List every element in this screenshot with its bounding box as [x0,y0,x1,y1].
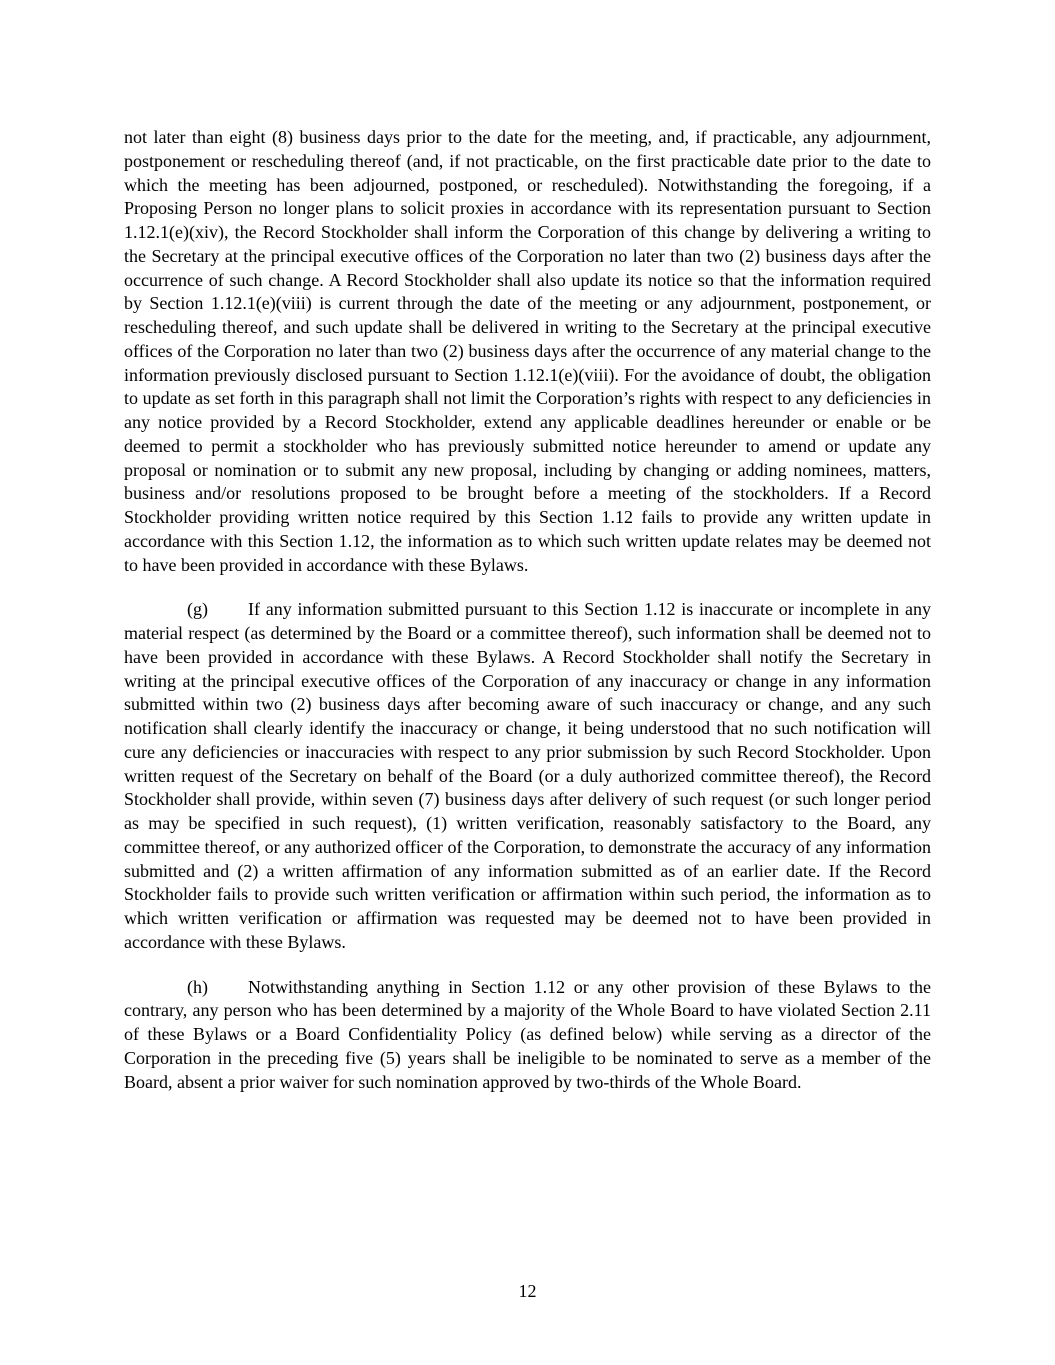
document-page [124,126,931,1094]
paragraph-text: not later than eight (8) business days prior to the date for the meeting, and, if practicable, any adjournment, postponement or rescheduling thereof (and, if not practicable, on the first practicable date prior to the date to which the meeting has been adjourned, postponed, or rescheduled). Notwithstanding the foregoing, if a Proposing Person no longer plans to solicit proxies in accordance with its representation pursuant to Section 1.12.1(e)(xiv), the Record Stockholder shall inform the Corporation of this change by delivering a writing to the Secretary at the principal executive offices of the Corporation no later than two (2) business days after the occurrence of such change. A Record Stockholder shall also update its notice so that the information required by Section 1.12.1(e)(viii) is current through the date of the meeting or any adjournment, postponement, or rescheduling thereof, and such update shall be delivered in writing to the Secretary at the principal executive offices of the Corporation no later than two (2) business days after the occurrence of any material change to the information previously disclosed pursuant to Section 1.12.1(e)(viii). For the avoidance of doubt, the obligation to update as set forth in this paragraph shall not limit the Corporation’s rights with respect to any deficiencies in any notice provided by a Record Stockholder, extend any applicable deadlines hereunder or enable or be deemed to permit a stockholder who has previously submitted notice hereunder to amend or update any proposal or nomination or to submit any new proposal, including by changing or adding nominees, matters, business and/or resolutions proposed to be brought before a meeting of the stockholders. If a Record Stockholder providing written notice required by this Section 1.12 fails to provide any written update in accordance with this Section 1.12, the information as to which such written update relates may be deemed not to have been provided in accordance with these Bylaws. [124,127,931,575]
paragraph-marker: (g) [187,599,208,620]
paragraph-marker: (h) [187,976,208,997]
paragraph-continuation [124,126,931,577]
paragraph-text: Notwithstanding anything in Section 1.12 or any other provision of these Bylaws to the contrary, any person who has been determined by a majority of the Whole Board to have violated Section 2.11 of these Bylaws or a Board Confidentiality Policy (as defined below) while serving as a director of the Corporation in the preceding five (5) years shall be ineligible to be nominated to serve as a member of the Board, absent a prior waiver for such nomination approved by two-thirds of the Whole Board. [124,976,931,1092]
paragraph-g [124,598,931,954]
paragraph-text: If any information submitted pursuant to this Section 1.12 is inaccurate or incomplete in any material respect (as determined by the Board or a committee thereof), such information shall be deemed not to have been provided in accordance with these Bylaws. A Record Stockholder shall notify the Secretary in writing at the principal executive offices of the Corporation of any inaccuracy or change in any information submitted within two (2) business days after becoming aware of such inaccuracy or change, and any such notification shall clearly identify the inaccuracy or change, it being understood that no such notification will cure any deficiencies or inaccuracies with respect to any prior submission by such Record Stockholder. Upon written request of the Secretary on behalf of the Board (or a duly authorized committee thereof), the Record Stockholder shall provide, within seven (7) business days after delivery of such request (or such longer period as may be specified in such request), (1) written verification, reasonably satisfactory to the Board, any committee thereof, or any authorized officer of the Corporation, to demonstrate the accuracy of any information submitted and (2) a written affirmation of any information submitted as of an earlier date. If the Record Stockholder fails to provide such written verification or affirmation within such period, the information as to which written verification or affirmation was requested may be deemed not to have been provided in accordance with these Bylaws. [124,599,931,952]
paragraph-h [124,976,931,1095]
page-number: 12 [518,1281,537,1301]
